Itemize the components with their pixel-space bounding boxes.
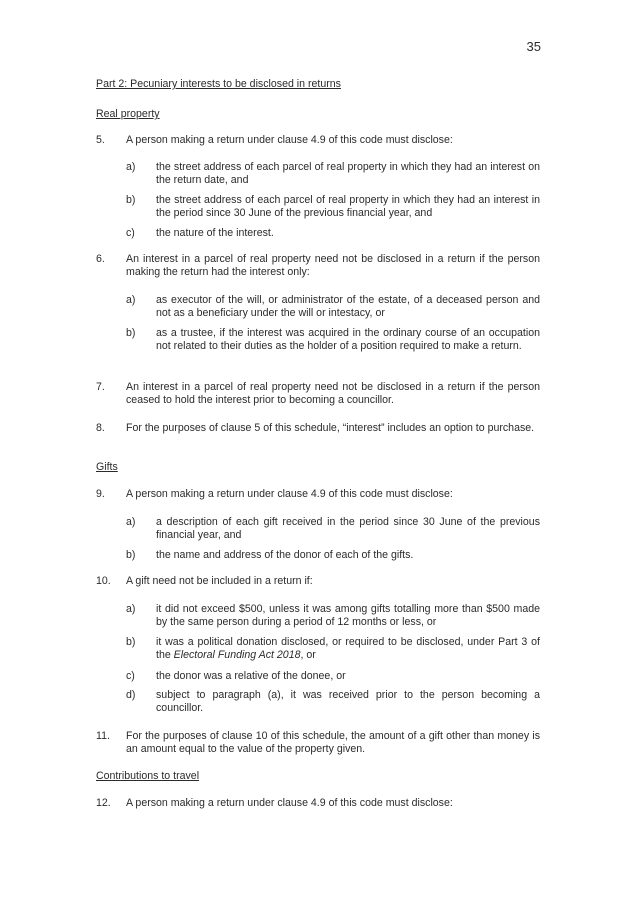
subclause-label: b)	[126, 549, 136, 561]
clause-number: 12.	[96, 797, 111, 809]
subclause-label: a)	[126, 603, 136, 615]
subclause-text: the donor was a relative of the donee, or	[156, 670, 346, 682]
subclause-text: it did not exceed $500, unless it was among gifts totalling more than $500 made by the same person during a period of 12 months or less, or	[156, 603, 540, 629]
subclause-text: it was a political donation disclosed, or required to be disclosed, under Part 3 of the Electoral Funding Act 2018, or	[156, 636, 540, 662]
clause-number: 7.	[96, 381, 105, 393]
subclause-text: as executor of the will, or administrator of the estate, of a deceased person and not as a beneficiary under the will or intestacy, or	[156, 294, 540, 320]
clause-number: 10.	[96, 575, 111, 587]
subclause-text: the street address of each parcel of real property in which they had an interest on the return date, and	[156, 161, 540, 187]
clause-number: 9.	[96, 488, 105, 500]
subclause-text: the nature of the interest.	[156, 227, 274, 239]
clause-text: A gift need not be included in a return if:	[126, 575, 313, 587]
clause-number: 11.	[96, 730, 110, 742]
clause-text: A person making a return under clause 4.9 of this code must disclose:	[126, 134, 453, 146]
subclause-label: b)	[126, 194, 136, 206]
subclause-label: b)	[126, 636, 136, 648]
part-heading: Part 2: Pecuniary interests to be disclosed in returns	[96, 78, 341, 90]
page-number: 35	[526, 39, 541, 54]
subclause-text: the street address of each parcel of real property in which they had an interest in the period since 30 June of the previous financial year, and	[156, 194, 540, 220]
subclause-label: b)	[126, 327, 136, 339]
clause-text: An interest in a parcel of real property need not be disclosed in a return if the person making the return had the interest only:	[126, 253, 540, 279]
subclause-label: a)	[126, 516, 136, 528]
subclause-text: as a trustee, if the interest was acquired in the ordinary course of an occupation not related to their duties as the holder of a position required to make a return.	[156, 327, 540, 353]
clause-text: An interest in a parcel of real property need not be disclosed in a return if the person ceased to hold the interest prior to becoming a councillor.	[126, 381, 540, 407]
subclause-label: c)	[126, 227, 135, 239]
subclause-label: a)	[126, 161, 136, 173]
subclause-label: d)	[126, 689, 136, 701]
subclause-text: a description of each gift received in the period since 30 June of the previous financial year, and	[156, 516, 540, 542]
clause-text: For the purposes of clause 5 of this schedule, “interest” includes an option to purchase.	[126, 422, 535, 434]
section-heading-gifts: Gifts	[96, 461, 118, 473]
section-heading-travel: Contributions to travel	[96, 770, 200, 782]
clause-number: 5.	[96, 134, 105, 146]
subclause-text: subject to paragraph (a), it was received prior to the person becoming a councillor.	[156, 689, 540, 715]
subclause-text: the name and address of the donor of each of the gifts.	[156, 549, 414, 561]
clause-text: For the purposes of clause 10 of this schedule, the amount of a gift other than money is an amount equal to the value of the property given.	[126, 730, 540, 756]
clause-number: 6.	[96, 253, 105, 265]
clause-text: A person making a return under clause 4.9 of this code must disclose:	[126, 797, 453, 809]
subclause-label: a)	[126, 294, 136, 306]
act-title: Electoral Funding Act 2018	[173, 649, 301, 662]
subclause-label: c)	[126, 670, 135, 682]
clause-text: A person making a return under clause 4.9 of this code must disclose:	[126, 488, 453, 500]
clause-number: 8.	[96, 422, 105, 434]
section-heading-real-property: Real property	[96, 108, 160, 120]
